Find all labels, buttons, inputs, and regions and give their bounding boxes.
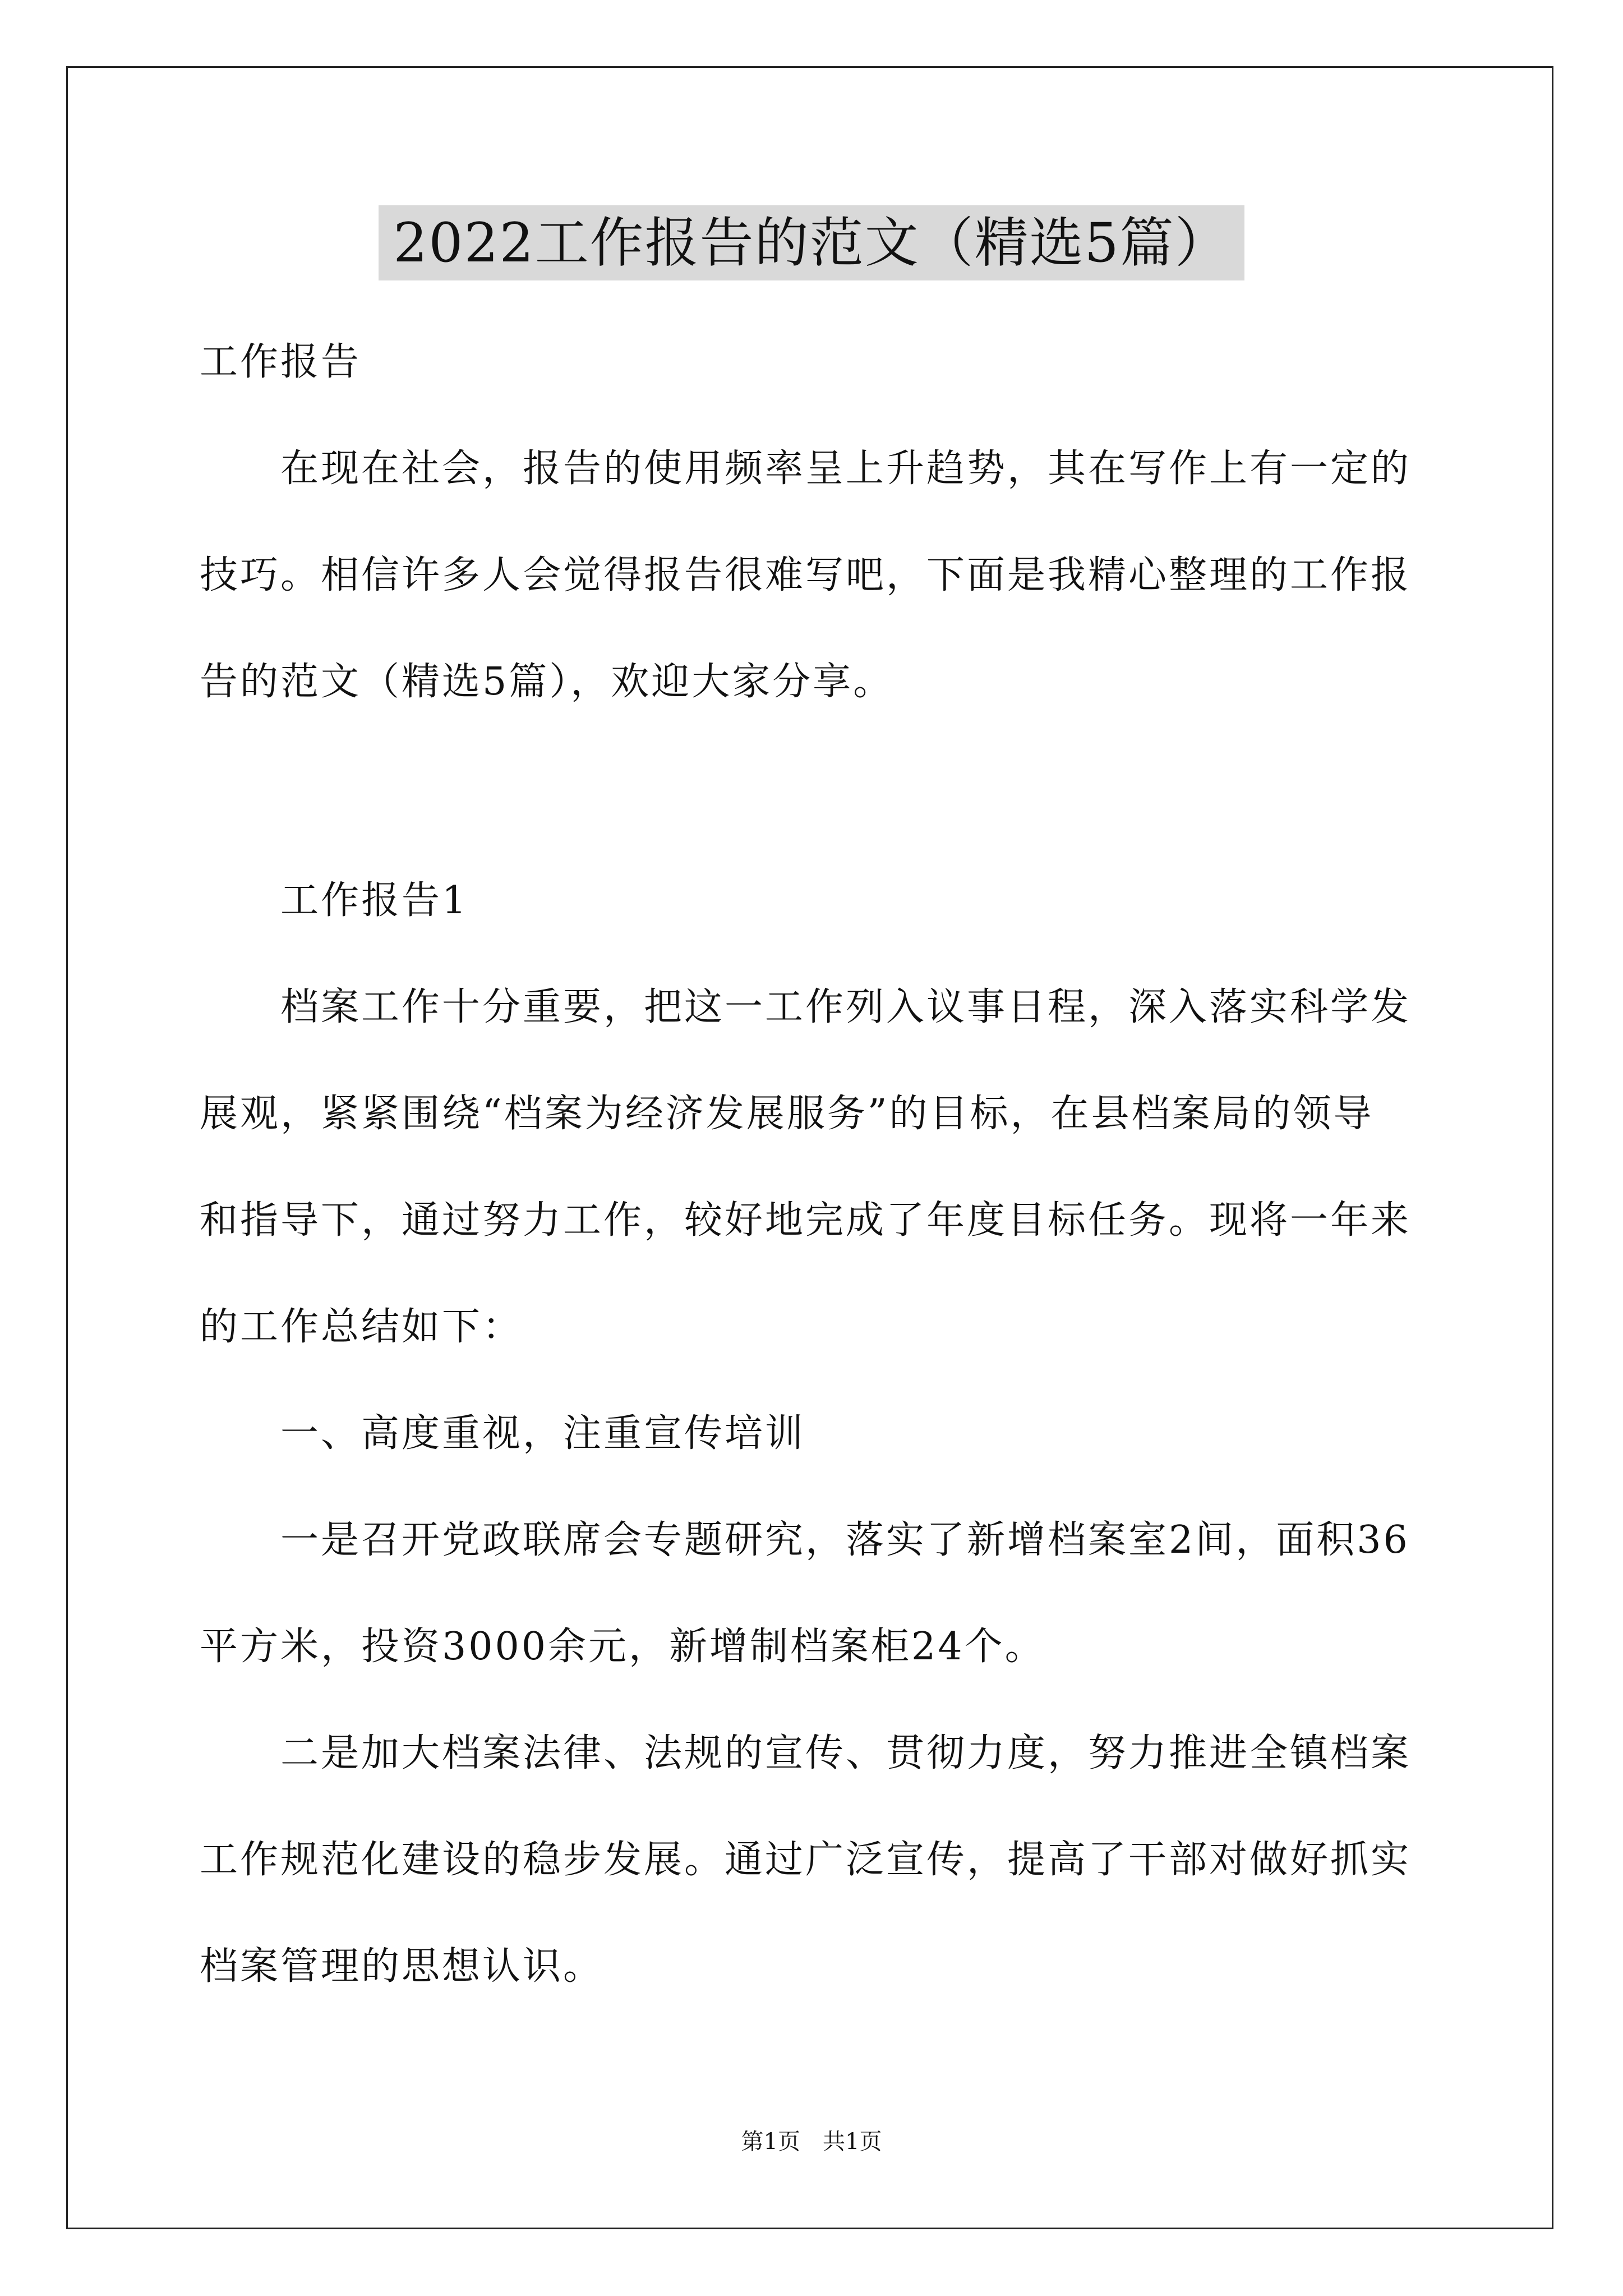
body-line-2: 展观，紧紧围绕“档案为经济发展服务”的目标，在县档案局的领导	[200, 1092, 1374, 1136]
title-wrapper	[0, 205, 1623, 280]
page-frame	[66, 66, 1553, 2229]
page-number: 第1页	[741, 2129, 800, 2155]
intro-line-3: 告的范文（精选5篇），欢迎大家分享。	[200, 660, 894, 704]
intro-line-1: 在现在社会，报告的使用频率呈上升趋势，其在写作上有一定的	[200, 447, 1412, 491]
body-line-7: 二是加大档案法律、法规的宣传、贯彻力度，努力推进全镇档案	[200, 1731, 1412, 1775]
body-line-8: 工作规范化建设的稳步发展。通过广泛宣传，提高了干部对做好抓实	[200, 1838, 1412, 1882]
page-footer	[0, 2126, 1623, 2157]
report-heading: 工作报告1	[200, 878, 469, 923]
section-heading: 工作报告	[200, 340, 362, 384]
body-line-5: 一是召开党政联席会专题研究，落实了新增档案室2间，面积36	[200, 1518, 1410, 1562]
body-line-6: 平方米，投资3000余元，新增制档案柜24个。	[200, 1625, 1045, 1669]
body-line-4: 的工作总结如下：	[200, 1305, 523, 1349]
page-total: 共1页	[823, 2129, 882, 2155]
subheading-one: 一、高度重视，注重宣传培训	[200, 1411, 806, 1456]
body-line-9: 档案管理的思想认识。	[200, 1944, 604, 1989]
body-line-3: 和指导下，通过努力工作，较好地完成了年度目标任务。现将一年来	[200, 1198, 1412, 1243]
body-line-1: 档案工作十分重要，把这一工作列入议事日程，深入落实科学发	[200, 985, 1412, 1029]
intro-line-2: 技巧。相信许多人会觉得报告很难写吧，下面是我精心整理的工作报	[200, 553, 1412, 597]
document-title: 2022工作报告的范文（精选5篇）	[379, 205, 1244, 280]
